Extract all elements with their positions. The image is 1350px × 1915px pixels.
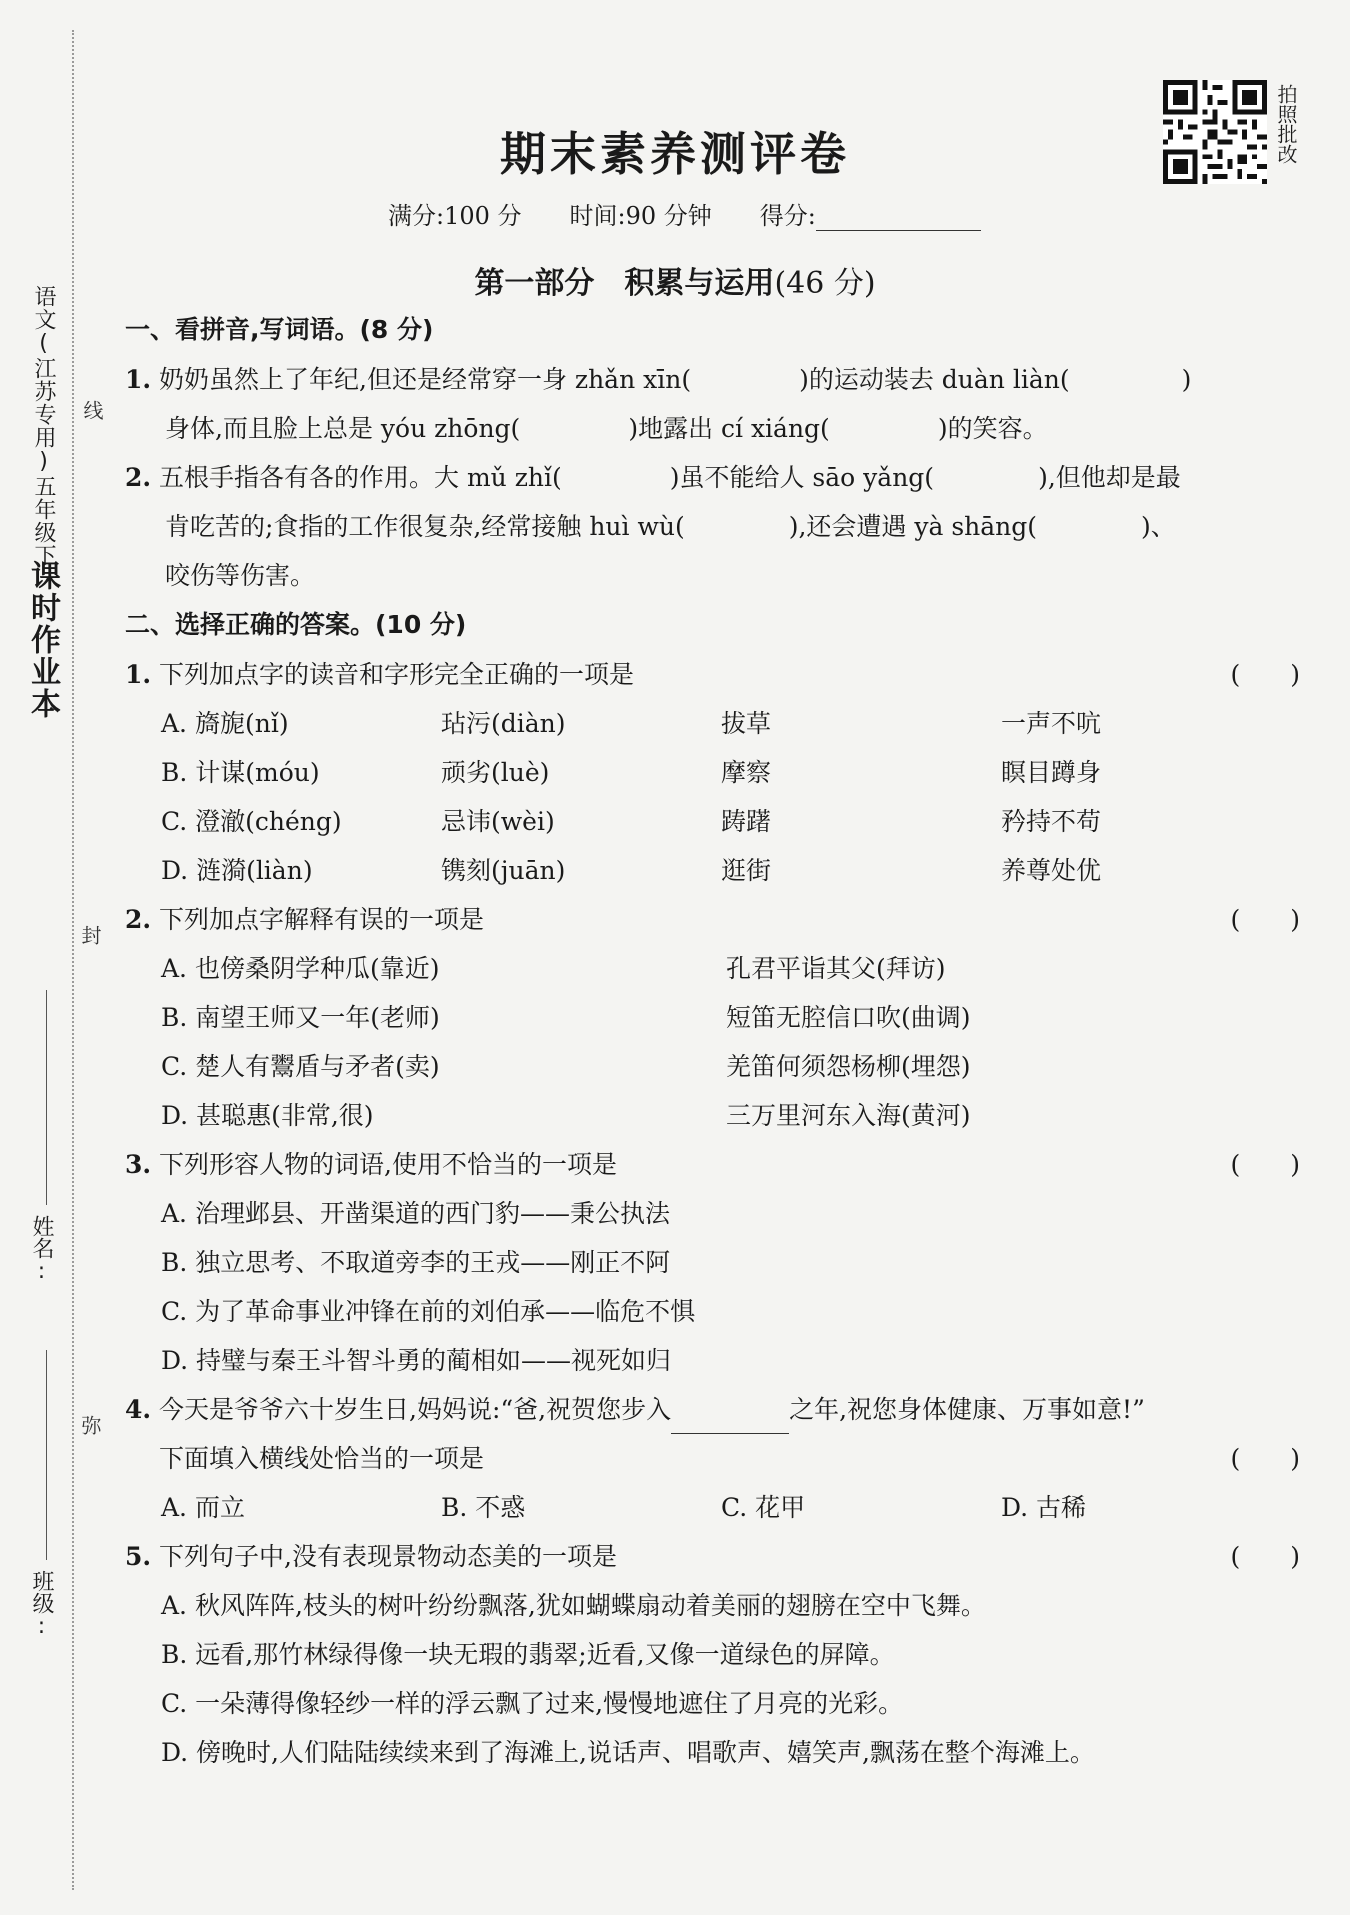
score-label: 得分: xyxy=(759,202,816,230)
option-cell[interactable] xyxy=(161,1091,726,1140)
option-cell: 瞑目蹲身 xyxy=(1001,758,1102,787)
qr-scan-caption: 拍照批改 xyxy=(1274,84,1298,164)
question-text: )、 xyxy=(1141,512,1176,541)
option-line[interactable]: D. 傍晚时,人们陆陆续续来到了海滩上,说话声、唱歌声、嬉笑声,飘荡在整个海滩上。 xyxy=(161,1738,1095,1767)
question-stem xyxy=(125,1434,1300,1483)
option-cell[interactable] xyxy=(161,993,726,1042)
question-stem xyxy=(125,1385,1300,1434)
question-stem xyxy=(125,895,1300,944)
option-row xyxy=(125,1091,1300,1140)
option-line[interactable]: B. 独立思考、不取道旁李的王戎——刚正不阿 xyxy=(161,1248,671,1277)
option-row xyxy=(125,797,1300,846)
question-number: 3. xyxy=(125,1150,152,1179)
question-text: ),还会遭遇 yà shāng( xyxy=(788,512,1038,541)
option-cell: 踌躇 xyxy=(721,807,772,836)
binding-dotted-line xyxy=(72,30,74,1890)
option-cell: 顽劣(luè) xyxy=(441,758,550,787)
option-cell[interactable] xyxy=(161,944,726,993)
option-row xyxy=(125,1042,1300,1091)
question-text: ) xyxy=(1181,365,1192,394)
question-text: 五根手指各有各的作用。大 mǔ zhǐ( xyxy=(159,463,562,492)
option-row xyxy=(125,748,1300,797)
option-cell[interactable]: D. 古稀 xyxy=(1001,1493,1087,1522)
answer-bracket[interactable]: ( ) xyxy=(1230,660,1300,689)
option-cell[interactable] xyxy=(161,748,441,797)
score-field[interactable] xyxy=(816,206,981,231)
exam-time: 时间:90 分钟 xyxy=(569,202,712,230)
question-text: )的运动装去 duàn liàn( xyxy=(799,365,1070,394)
subject-label: 语文(江苏专用)五年级下 xyxy=(31,285,56,567)
answer-bracket[interactable]: ( ) xyxy=(1230,905,1300,934)
option-row xyxy=(125,699,1300,748)
option-text: 楚人有鬻盾与矛者(卖) xyxy=(195,1052,440,1081)
option-letter: A. xyxy=(161,709,188,738)
option-text: 澄澈(chéng) xyxy=(195,807,342,836)
answer-bracket[interactable]: ( ) xyxy=(1230,1542,1300,1571)
option-cell[interactable]: A. 而立 xyxy=(161,1493,245,1522)
option-cell: 镌刻(juān) xyxy=(441,856,566,885)
option-line[interactable]: A. 秋风阵阵,枝头的树叶纷纷飘落,犹如蝴蝶扇动着美丽的翅膀在空中飞舞。 xyxy=(161,1591,986,1620)
option-text: 计谋(móu) xyxy=(195,758,320,787)
section-heading: 一、看拼音,写词语。(8 分) xyxy=(125,315,434,344)
option-cell[interactable]: C. 花甲 xyxy=(721,1493,806,1522)
name-field-line[interactable] xyxy=(46,990,47,1205)
question-text: 下列句子中,没有表现景物动态美的一项是 xyxy=(159,1542,617,1571)
option-cell: 孔君平诣其父(拜访) xyxy=(726,954,946,983)
question-line xyxy=(125,502,1300,551)
option-cell[interactable] xyxy=(161,699,441,748)
question-text: 下列形容人物的词语,使用不恰当的一项是 xyxy=(159,1150,617,1179)
question-line xyxy=(125,404,1300,453)
question-text: 肯吃苦的;食指的工作很复杂,经常接触 huì wù( xyxy=(165,512,685,541)
option-cell: 忌讳(wèi) xyxy=(441,807,555,836)
question-text: 咬伤等伤害。 xyxy=(165,561,316,590)
part-one-points: (46 分) xyxy=(774,266,876,301)
seal-mark-feng: 封 xyxy=(78,925,102,945)
option-cell: 摩察 xyxy=(721,758,772,787)
exam-meta xyxy=(388,196,1029,231)
option-letter: A. xyxy=(161,954,188,983)
question-line xyxy=(125,453,1300,502)
question-text: 下列加点字的读音和字形完全正确的一项是 xyxy=(159,660,635,689)
option-cell: 矜持不苟 xyxy=(1001,807,1102,836)
seal-mark-mi: 弥 xyxy=(78,1415,102,1435)
question-text: 之年,祝您身体健康、万事如意!” xyxy=(789,1395,1145,1424)
option-cell: 玷污(diàn) xyxy=(441,709,566,738)
option-row xyxy=(125,1483,1300,1532)
option-cell: 养尊处优 xyxy=(1001,856,1102,885)
question-stem xyxy=(125,1140,1300,1189)
option-cell: 羌笛何须怨杨柳(埋怨) xyxy=(726,1052,971,1081)
option-cell: 逛街 xyxy=(721,856,772,885)
brand-label: 课时作业本 xyxy=(25,560,60,720)
question-text: )的笑容。 xyxy=(937,414,1048,443)
option-text: 涟漪(liàn) xyxy=(196,856,313,885)
question-number: 1. xyxy=(125,660,152,689)
option-text: 南望王师又一年(老师) xyxy=(195,1003,440,1032)
full-score: 满分:100 分 xyxy=(388,202,522,230)
option-line[interactable]: D. 持璧与秦王斗智斗勇的蔺相如——视死如归 xyxy=(161,1346,672,1375)
part-one-title: 第一部分 积累与运用 xyxy=(474,266,775,301)
option-cell[interactable] xyxy=(161,846,441,895)
question-text: 今天是爷爷六十岁生日,妈妈说:“爸,祝贺您步入 xyxy=(159,1395,672,1424)
answer-bracket[interactable]: ( ) xyxy=(1230,1150,1300,1179)
question-number: 2. xyxy=(125,905,152,934)
option-cell[interactable] xyxy=(161,1042,726,1091)
question-number: 4. xyxy=(125,1395,152,1424)
fill-in-blank[interactable] xyxy=(671,1405,789,1434)
option-letter: B. xyxy=(161,1003,188,1032)
question-stem xyxy=(125,1532,1300,1581)
name-label: 姓名: xyxy=(29,1215,54,1284)
option-line[interactable]: B. 远看,那竹林绿得像一块无瑕的翡翠;近看,又像一道绿色的屏障。 xyxy=(161,1640,895,1669)
part-one-heading xyxy=(0,258,1350,302)
option-cell[interactable]: B. 不惑 xyxy=(441,1493,526,1522)
option-letter: C. xyxy=(161,1052,188,1081)
question-text: 奶奶虽然上了年纪,但还是经常穿一身 zhǎn xīn( xyxy=(159,365,692,394)
page-title: 期末素养测评卷 xyxy=(500,127,850,181)
question-text: 下列加点字解释有误的一项是 xyxy=(159,905,485,934)
option-text: 旖旎(nǐ) xyxy=(194,709,289,738)
option-cell: 三万里河东入海(黄河) xyxy=(726,1101,971,1130)
class-label: 班级: xyxy=(29,1570,54,1639)
option-letter: D. xyxy=(161,1101,189,1130)
question-stem xyxy=(125,650,1300,699)
seal-mark-xian: 线 xyxy=(80,400,104,420)
option-cell: 短笛无腔信口吹(曲调) xyxy=(726,1003,971,1032)
option-row xyxy=(125,846,1300,895)
option-line[interactable]: A. 治理邺县、开凿渠道的西门豹——秉公执法 xyxy=(161,1199,670,1228)
option-text: 也傍桑阴学种瓜(靠近) xyxy=(194,954,440,983)
option-cell: 拔草 xyxy=(721,709,772,738)
option-letter: B. xyxy=(161,758,188,787)
question-text: 身体,而且脸上总是 yóu zhōng( xyxy=(165,414,521,443)
question-text: ),但他却是最 xyxy=(1038,463,1181,492)
section-heading: 二、选择正确的答案。(10 分) xyxy=(125,610,467,639)
class-field-line[interactable] xyxy=(46,1350,47,1560)
option-line[interactable]: C. 一朵薄得像轻纱一样的浮云飘了过来,慢慢地遮住了月亮的光彩。 xyxy=(161,1689,904,1718)
option-line[interactable]: C. 为了革命事业冲锋在前的刘伯承——临危不惧 xyxy=(161,1297,696,1326)
option-letter: D. xyxy=(161,856,189,885)
option-cell[interactable] xyxy=(161,797,441,846)
question-number: 5. xyxy=(125,1542,152,1571)
question-text: )虽不能给人 sāo yǎng( xyxy=(669,463,935,492)
question-line xyxy=(125,355,1300,404)
option-text: 甚聪惠(非常,很) xyxy=(196,1101,374,1130)
option-row xyxy=(125,944,1300,993)
question-text: )地露出 cí xiáng( xyxy=(628,414,830,443)
question-text: 下面填入横线处恰当的一项是 xyxy=(159,1444,485,1473)
answer-bracket[interactable]: ( ) xyxy=(1230,1444,1300,1473)
option-letter: C. xyxy=(161,807,188,836)
option-row xyxy=(125,993,1300,1042)
option-cell: 一声不吭 xyxy=(1001,709,1102,738)
question-content xyxy=(125,305,1300,1777)
question-number: 2. xyxy=(125,463,152,492)
question-number: 1. xyxy=(125,365,152,394)
